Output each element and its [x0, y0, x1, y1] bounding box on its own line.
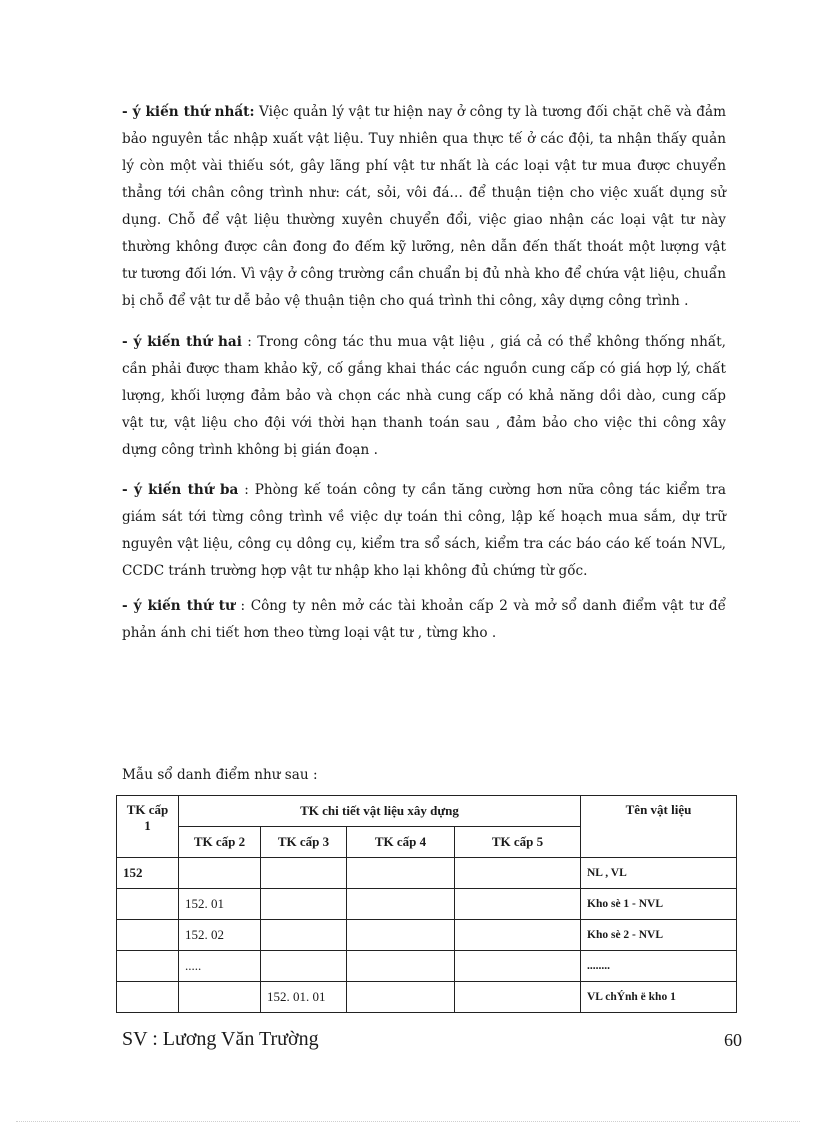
opinion-2-body: : Trong công tác thu mua vật liệu , giá cả có thể không thống nhất, cần phải được tham khảo kỹ, cố gắng khai thác các nguồn cung cấp có giá hợp lý, chất lượng, khối lượng đảm bảo và chọn các nhà cung cấp có khả năng dồi dào, cung cấp vật tư, vật liệu cho đội với thời hạn thanh toán sau , đảm bảo cho việc thi công xây dựng công trình không bị gián đoạn .: [122, 334, 726, 458]
header-tk-level3: TK cấp 3: [261, 827, 347, 858]
opinion-1-body: Việc quản lý vật tư hiện nay ở công ty là tương đối chặt chẽ và đảm bảo nguyên tắc nhập xuất vật liệu. Tuy nhiên qua thực tế ở các đội, ta nhận thấy quản lý còn một vài thiếu sót, gây lãng phí vật tư nhất là các loại vật tư mua được chuyển thẳng tới chân công trình như: cát, sỏi, vôi đá… để thuận tiện cho việc xuất dụng sử dụng. Chỗ để vật liệu thường xuyên chuyển đổi, việc giao nhận các loại vật tư này thường không được cân đong đo đếm kỹ lưỡng, nên dẫn đến thất thoát một lượng vật tư tương đối lớn. Vì vậy ở công trường cần chuẩn bị đủ nhà kho để chứa vật liệu, chuẩn bị chỗ để vật tư dễ bảo vệ thuận tiện cho quá trình thi công, xây dựng công trình .: [122, 104, 726, 309]
cell-level3: [261, 920, 347, 951]
table-header-row: [117, 796, 737, 827]
cell-level3: 152. 01. 01: [261, 982, 347, 1013]
opinion-3-body: : Phòng kế toán công ty cần tăng cường hơn nữa công tác kiểm tra giám sát tới từng công trình về việc dự toán thi công, lập kế hoạch mua sắm, dự trữ nguyên vật liệu, công cụ dông cụ, kiểm tra sổ sách, kiểm tra các báo cáo kế toán NVL, CCDC tránh trường hợp vật tư nhập kho lại không đủ chứng từ gốc.: [122, 482, 726, 579]
cell-level1: [117, 982, 179, 1013]
cell-level1: [117, 889, 179, 920]
opinion-3: [122, 477, 726, 585]
cell-level3: [261, 858, 347, 889]
cell-level4: [347, 920, 455, 951]
opinion-4-body: : Công ty nên mở các tài khoản cấp 2 và mở sổ danh điểm vật tư để phản ánh chi tiết hơn theo từng loại vật tư , từng kho .: [122, 598, 726, 641]
cell-level3: [261, 951, 347, 982]
cell-level1: 152: [117, 858, 179, 889]
table-row: [117, 982, 737, 1013]
cell-material-name: VL chÝnh ë kho 1: [581, 982, 737, 1013]
opinion-3-lead: - ý kiến thứ ba: [122, 482, 239, 498]
cell-material-name: ........: [581, 951, 737, 982]
cell-level3: [261, 889, 347, 920]
opinion-2-lead: - ý kiến thứ hai: [122, 334, 242, 350]
page-number: 60: [724, 1030, 742, 1050]
cell-material-name: Kho sè 2 - NVL: [581, 920, 737, 951]
cell-level4: [347, 889, 455, 920]
cell-level5: [455, 951, 581, 982]
header-tk-level2: TK cấp 2: [179, 827, 261, 858]
opinion-4: [122, 593, 726, 647]
cell-level1: [117, 920, 179, 951]
cell-material-name: NL , VL: [581, 858, 737, 889]
cell-level5: [455, 920, 581, 951]
cell-material-name: Kho sè 1 - NVL: [581, 889, 737, 920]
cell-level5: [455, 889, 581, 920]
table-row: [117, 951, 737, 982]
cell-level2: 152. 01: [179, 889, 261, 920]
header-tk-detail: TK chi tiết vật liệu xây dựng: [179, 796, 581, 827]
cell-level2: [179, 858, 261, 889]
cell-level5: [455, 858, 581, 889]
cell-level2: [179, 982, 261, 1013]
cell-level2: .....: [179, 951, 261, 982]
table-row: [117, 920, 737, 951]
header-tk-level5: TK cấp 5: [455, 827, 581, 858]
page-edge-divider: [16, 1121, 800, 1122]
cell-level4: [347, 951, 455, 982]
table-caption: Mẫu sổ danh điểm như sau :: [122, 767, 318, 783]
opinion-4-lead: - ý kiến thứ tư: [122, 598, 235, 614]
opinion-1-lead: - ý kiến thứ nhất:: [122, 104, 255, 120]
header-tk-level4: TK cấp 4: [347, 827, 455, 858]
cell-level2: 152. 02: [179, 920, 261, 951]
header-tk-level1: TK cấp 1: [117, 796, 179, 858]
cell-level4: [347, 982, 455, 1013]
footer-author: SV : Lương Văn Trường: [122, 1028, 319, 1050]
opinion-2: [122, 329, 726, 464]
cell-level1: [117, 951, 179, 982]
cell-level5: [455, 982, 581, 1013]
opinion-1: [122, 99, 726, 315]
header-material-name: Tên vật liệu: [581, 796, 737, 858]
table-row: [117, 889, 737, 920]
ledger-table: [116, 795, 737, 1013]
cell-level4: [347, 858, 455, 889]
table-row: [117, 858, 737, 889]
